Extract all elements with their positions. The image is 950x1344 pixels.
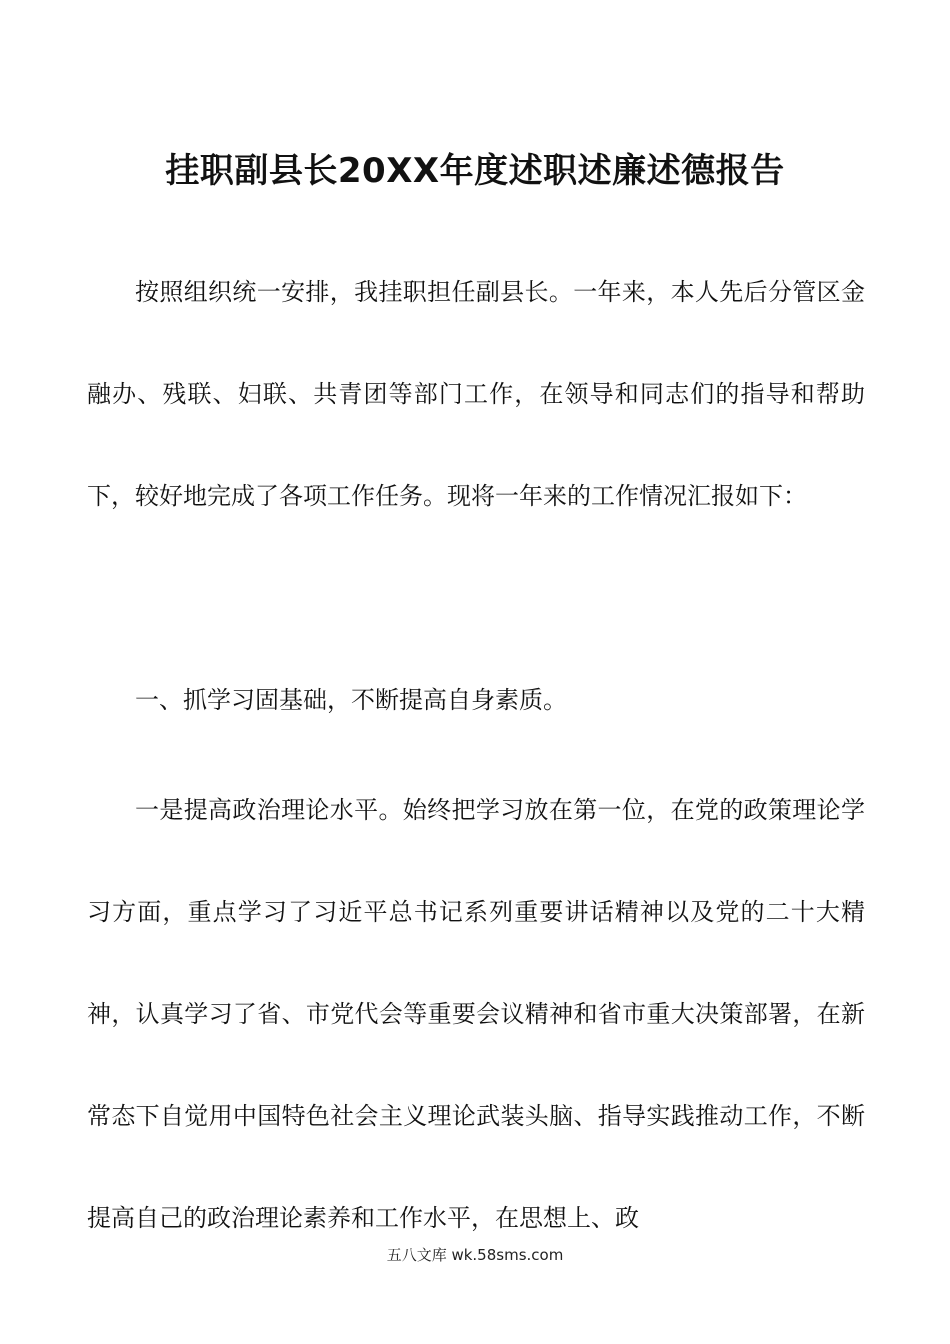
document-title: 挂职副县长20XX年度述职述廉述德报告 — [165, 151, 785, 191]
paragraph-political-study: 一是提高政治理论水平。始终把学习放在第一位，在党的政策理论学习方面，重点学习了习近平总书记系列重要讲话精神以及党的二十大精神，认真学习了省、市党代会等重要会议精神和省市重大决策部署，在新常态下自觉用中国特色社会主义理论武装头脑、指导实践推动工作，不断提高自己的政治理论素养和工作水平，在思想上、政 — [87, 796, 865, 1232]
section-heading-1: 一、抓学习固基础，不断提高自身素质。 — [135, 686, 567, 714]
paragraph-intro: 按照组织统一安排，我挂职担任副县长。一年来，本人先后分管区金融办、残联、妇联、共青团等部门工作，在领导和同志们的指导和帮助下，较好地完成了各项工作任务。现将一年来的工作情况汇报如下： — [87, 278, 865, 510]
footer-watermark: 五八文库 wk.58sms.com — [386, 1246, 564, 1264]
